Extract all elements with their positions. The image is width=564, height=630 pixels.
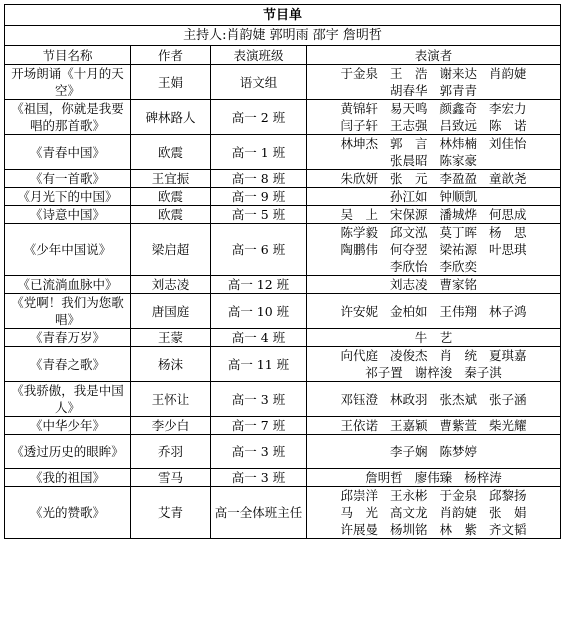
program-class: 高一 2 班 — [211, 100, 307, 135]
performer-name: 张 元 — [389, 171, 428, 186]
performer-name: 秦子淇 — [464, 365, 502, 380]
program-name: 《有一首歌》 — [5, 170, 131, 188]
title-row — [5, 5, 561, 26]
program-name: 《少年中国说》 — [5, 224, 131, 276]
program-author: 王蒙 — [131, 329, 211, 347]
performer-name: 张 娟 — [489, 505, 527, 520]
program-row — [5, 188, 561, 206]
program-name: 《中华少年》 — [5, 417, 131, 435]
performer-name: 马 光 — [340, 505, 378, 520]
performer-name: 孙江如 — [389, 189, 428, 204]
program-row — [5, 382, 561, 417]
program-author: 乔羽 — [131, 435, 211, 469]
performer-name: 陈梦婷 — [439, 444, 478, 459]
program-performers — [307, 135, 561, 170]
performer-name: 许展曼 — [340, 522, 378, 537]
performer-name: 王 浩 — [389, 66, 428, 81]
header-row — [5, 46, 561, 65]
performer-name: 童歆尧 — [489, 171, 527, 186]
program-author: 李少白 — [131, 417, 211, 435]
performer-name: 肖 统 — [439, 348, 478, 363]
program-class: 高一 6 班 — [211, 224, 307, 276]
performer-name: 肖韵婕 — [439, 505, 478, 520]
performer-name: 詹明哲 — [365, 470, 403, 485]
performer-name: 杨圳铭 — [389, 522, 428, 537]
program-performers — [307, 294, 561, 329]
performer-name: 陈学毅 — [340, 225, 378, 240]
performer-name: 邱黎扬 — [489, 488, 527, 503]
program-name: 《已流淌血脉中》 — [5, 276, 131, 294]
performer-name: 金柏如 — [389, 303, 428, 319]
performer-name: 颜鑫奇 — [439, 101, 478, 116]
program-performers — [307, 347, 561, 382]
performer-name: 李子娴 — [389, 444, 428, 459]
program-author: 王宜振 — [131, 170, 211, 188]
performer-name: 林 紫 — [439, 522, 478, 537]
program-name: 《青春万岁》 — [5, 329, 131, 347]
program-table — [4, 4, 561, 539]
column-header-name: 节目名称 — [5, 46, 131, 65]
program-row — [5, 469, 561, 487]
performer-name: 祁子置 — [365, 365, 403, 380]
program-performers — [307, 469, 561, 487]
performer-name: 夏琪嘉 — [489, 348, 527, 363]
performer-name: 何夺翌 — [389, 242, 428, 257]
program-row — [5, 224, 561, 276]
program-name: 《党啊！我们为您歌唱》 — [5, 294, 131, 329]
program-performers — [307, 276, 561, 294]
program-performers — [307, 417, 561, 435]
program-class: 高一 1 班 — [211, 135, 307, 170]
program-author: 欧震 — [131, 206, 211, 224]
hosts-line: 主持人:肖韵婕 郭明雨 邵宇 詹明哲 — [5, 26, 561, 46]
performer-name: 李欣怡 — [389, 259, 428, 274]
performer-name: 张杰斌 — [439, 391, 478, 407]
program-row — [5, 487, 561, 539]
program-class: 高一 7 班 — [211, 417, 307, 435]
performer-name: 谢梓浚 — [414, 365, 453, 380]
performer-name: 柴光耀 — [489, 418, 527, 433]
program-class: 高一 8 班 — [211, 170, 307, 188]
performer-name: 曹家铭 — [439, 277, 478, 292]
performer-name: 梁祐源 — [439, 242, 478, 257]
program-name: 《透过历史的眼眸》 — [5, 435, 131, 469]
program-row — [5, 347, 561, 382]
performer-name: 肖韵婕 — [489, 66, 527, 81]
program-class: 高一 3 班 — [211, 382, 307, 417]
program-class: 高一全体班主任 — [211, 487, 307, 539]
performer-name: 闫子轩 — [340, 118, 378, 133]
program-name: 开场朗诵《十月的天空》 — [5, 65, 131, 100]
program-performers — [307, 100, 561, 135]
program-row — [5, 170, 561, 188]
program-name: 《光的赞歌》 — [5, 487, 131, 539]
program-performers — [307, 329, 561, 347]
program-author: 欧震 — [131, 135, 211, 170]
performer-name: 钟顺凯 — [439, 189, 478, 204]
program-class: 高一 5 班 — [211, 206, 307, 224]
performer-name: 杨梓涛 — [464, 470, 502, 485]
program-performers — [307, 65, 561, 100]
performer-name: 易天鸣 — [389, 101, 428, 116]
program-author: 雪马 — [131, 469, 211, 487]
column-header-author: 作者 — [131, 46, 211, 65]
program-row — [5, 276, 561, 294]
performer-name: 林子鸿 — [489, 303, 527, 319]
performer-name: 杨 思 — [489, 225, 527, 240]
performer-name: 黄锦轩 — [340, 101, 378, 116]
program-class: 高一 3 班 — [211, 435, 307, 469]
performer-name: 陈家豪 — [439, 153, 478, 168]
performer-name: 齐文韬 — [489, 522, 527, 537]
performer-name: 王嘉颖 — [389, 418, 428, 433]
program-performers — [307, 435, 561, 469]
program-name: 《青春之歌》 — [5, 347, 131, 382]
performer-name: 林炜楠 — [439, 136, 478, 151]
program-performers — [307, 487, 561, 539]
performer-name: 廖伟臻 — [414, 470, 453, 485]
performer-name: 潘城烨 — [439, 207, 478, 222]
program-author: 艾青 — [131, 487, 211, 539]
performer-name: 凌俊杰 — [389, 348, 428, 363]
program-performers — [307, 382, 561, 417]
performer-name: 许安妮 — [340, 303, 378, 319]
program-author: 欧震 — [131, 188, 211, 206]
program-class: 高一 10 班 — [211, 294, 307, 329]
performer-name: 于金泉 — [340, 66, 378, 81]
program-performers — [307, 188, 561, 206]
performer-name: 陈 诺 — [489, 118, 527, 133]
program-name: 《祖国，你就是我要唱的那首歌》 — [5, 100, 131, 135]
column-header-class: 表演班级 — [211, 46, 307, 65]
performer-name: 朱欣妍 — [340, 171, 378, 186]
program-author: 王怀让 — [131, 382, 211, 417]
program-author: 杨沫 — [131, 347, 211, 382]
program-row — [5, 417, 561, 435]
program-name: 《我骄傲，我是中国人》 — [5, 382, 131, 417]
performer-name: 吴 上 — [340, 207, 378, 222]
performer-name: 何思成 — [489, 207, 527, 222]
performer-name: 牛 艺 — [414, 330, 453, 345]
program-name: 《我的祖国》 — [5, 469, 131, 487]
performer-name: 张晨昭 — [389, 153, 428, 168]
performer-name: 王伟翔 — [439, 303, 478, 319]
performer-name: 刘志凌 — [389, 277, 428, 292]
column-header-performers: 表演者 — [307, 46, 561, 65]
program-performers — [307, 224, 561, 276]
program-row — [5, 435, 561, 469]
performer-name: 李盈盈 — [439, 171, 478, 186]
program-class: 高一 3 班 — [211, 469, 307, 487]
performer-name: 王志强 — [389, 118, 428, 133]
performer-name: 李宏力 — [489, 101, 527, 116]
performer-name: 郭青青 — [439, 83, 478, 98]
performer-name: 王永彬 — [389, 488, 428, 503]
program-class: 高一 4 班 — [211, 329, 307, 347]
performer-name: 胡春华 — [389, 83, 428, 98]
performer-name: 吕致远 — [439, 118, 478, 133]
performer-name: 叶思琪 — [489, 242, 527, 257]
program-name: 《青春中国》 — [5, 135, 131, 170]
program-row — [5, 100, 561, 135]
program-performers — [307, 170, 561, 188]
program-author: 刘志凌 — [131, 276, 211, 294]
performer-name: 向代庭 — [340, 348, 378, 363]
program-name: 《诗意中国》 — [5, 206, 131, 224]
hosts-row — [5, 26, 561, 46]
program-title: 节目单 — [5, 5, 561, 26]
program-row — [5, 329, 561, 347]
performer-name: 于金泉 — [439, 488, 478, 503]
performer-name: 李欣奕 — [439, 259, 478, 274]
program-row — [5, 65, 561, 100]
program-class: 语文组 — [211, 65, 307, 100]
performer-name: 邱崇洋 — [340, 488, 378, 503]
performer-name: 王依诺 — [340, 418, 378, 433]
performer-name: 邓钰澄 — [340, 391, 378, 407]
program-class: 高一 9 班 — [211, 188, 307, 206]
performer-name: 莫丁晖 — [439, 225, 478, 240]
performer-name: 曹紫萱 — [439, 418, 478, 433]
performer-name: 郭 言 — [389, 136, 428, 151]
performer-name: 高文龙 — [389, 505, 428, 520]
program-class: 高一 12 班 — [211, 276, 307, 294]
program-author: 梁启超 — [131, 224, 211, 276]
program-row — [5, 294, 561, 329]
performer-name: 宋保源 — [389, 207, 428, 222]
performer-name: 林坤杰 — [340, 136, 378, 151]
performer-name: 邱文泓 — [389, 225, 428, 240]
program-class: 高一 11 班 — [211, 347, 307, 382]
program-author: 碑林路人 — [131, 100, 211, 135]
program-name: 《月光下的中国》 — [5, 188, 131, 206]
program-row — [5, 206, 561, 224]
program-row — [5, 135, 561, 170]
program-sheet — [4, 4, 560, 539]
program-author: 唐国庭 — [131, 294, 211, 329]
performer-name: 陶鹏伟 — [340, 242, 378, 257]
performer-name: 谢来达 — [439, 66, 478, 81]
performer-name: 林政羽 — [389, 391, 428, 407]
program-author: 王娟 — [131, 65, 211, 100]
performer-name: 张子涵 — [489, 391, 527, 407]
program-performers — [307, 206, 561, 224]
performer-name: 刘佳怡 — [489, 136, 527, 151]
